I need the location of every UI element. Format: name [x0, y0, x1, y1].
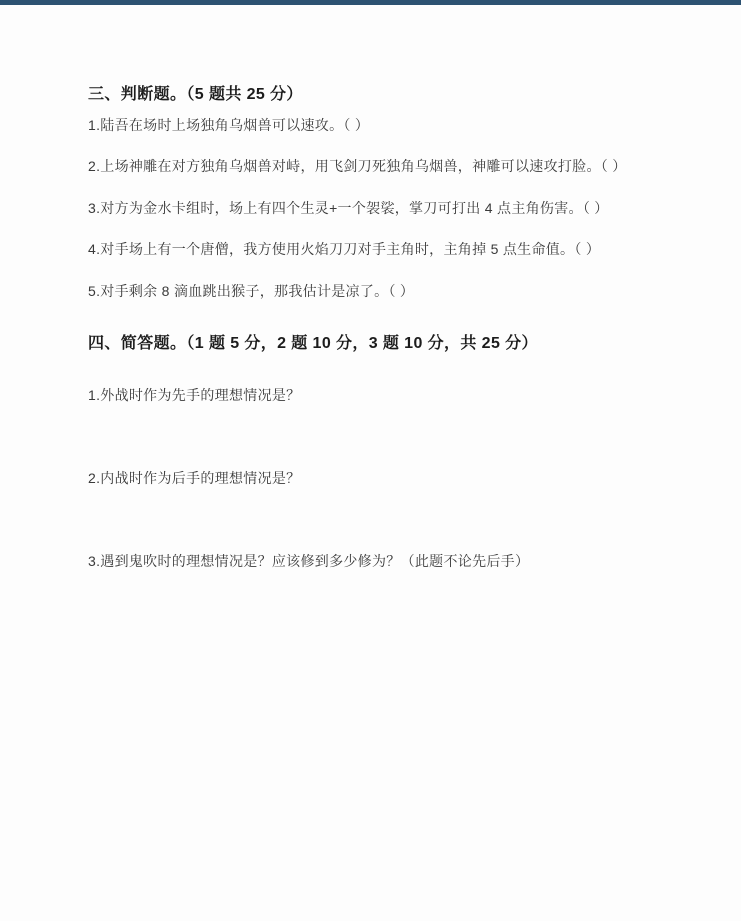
section4-question-2: 2.内战时作为后手的理想情况是？: [88, 470, 301, 486]
section3-question-3: 3.对方为金水卡组时，场上有四个生灵+一个袈裟，掌刀可打出 4 点主角伤害。（ ）: [88, 200, 609, 216]
page-top-border: [0, 0, 741, 5]
section3-question-2: 2.上场神雕在对方独角乌烟兽对峙，用飞剑刀死独角乌烟兽，神雕可以速攻打脸。（ ）: [88, 158, 627, 174]
section4-question-1: 1.外战时作为先手的理想情况是？: [88, 387, 301, 403]
section3-question-4: 4.对手场上有一个唐僧，我方使用火焰刀刀对手主角时，主角掉 5 点生命值。（ ）: [88, 241, 601, 257]
section3-question-1: 1.陆吾在场时上场独角乌烟兽可以速攻。（ ）: [88, 117, 370, 133]
section3-question-5: 5.对手剩余 8 滴血跳出猴子，那我估计是凉了。（ ）: [88, 283, 415, 299]
section4-heading: 四、简答题。（1 题 5 分，2 题 10 分，3 题 10 分，共 25 分）: [88, 335, 538, 352]
section3-heading: 三、判断题。（5 题共 25 分）: [88, 86, 303, 103]
section4-question-3: 3.遇到鬼吹时的理想情况是？应该修到多少修为？（此题不论先后手）: [88, 553, 530, 569]
